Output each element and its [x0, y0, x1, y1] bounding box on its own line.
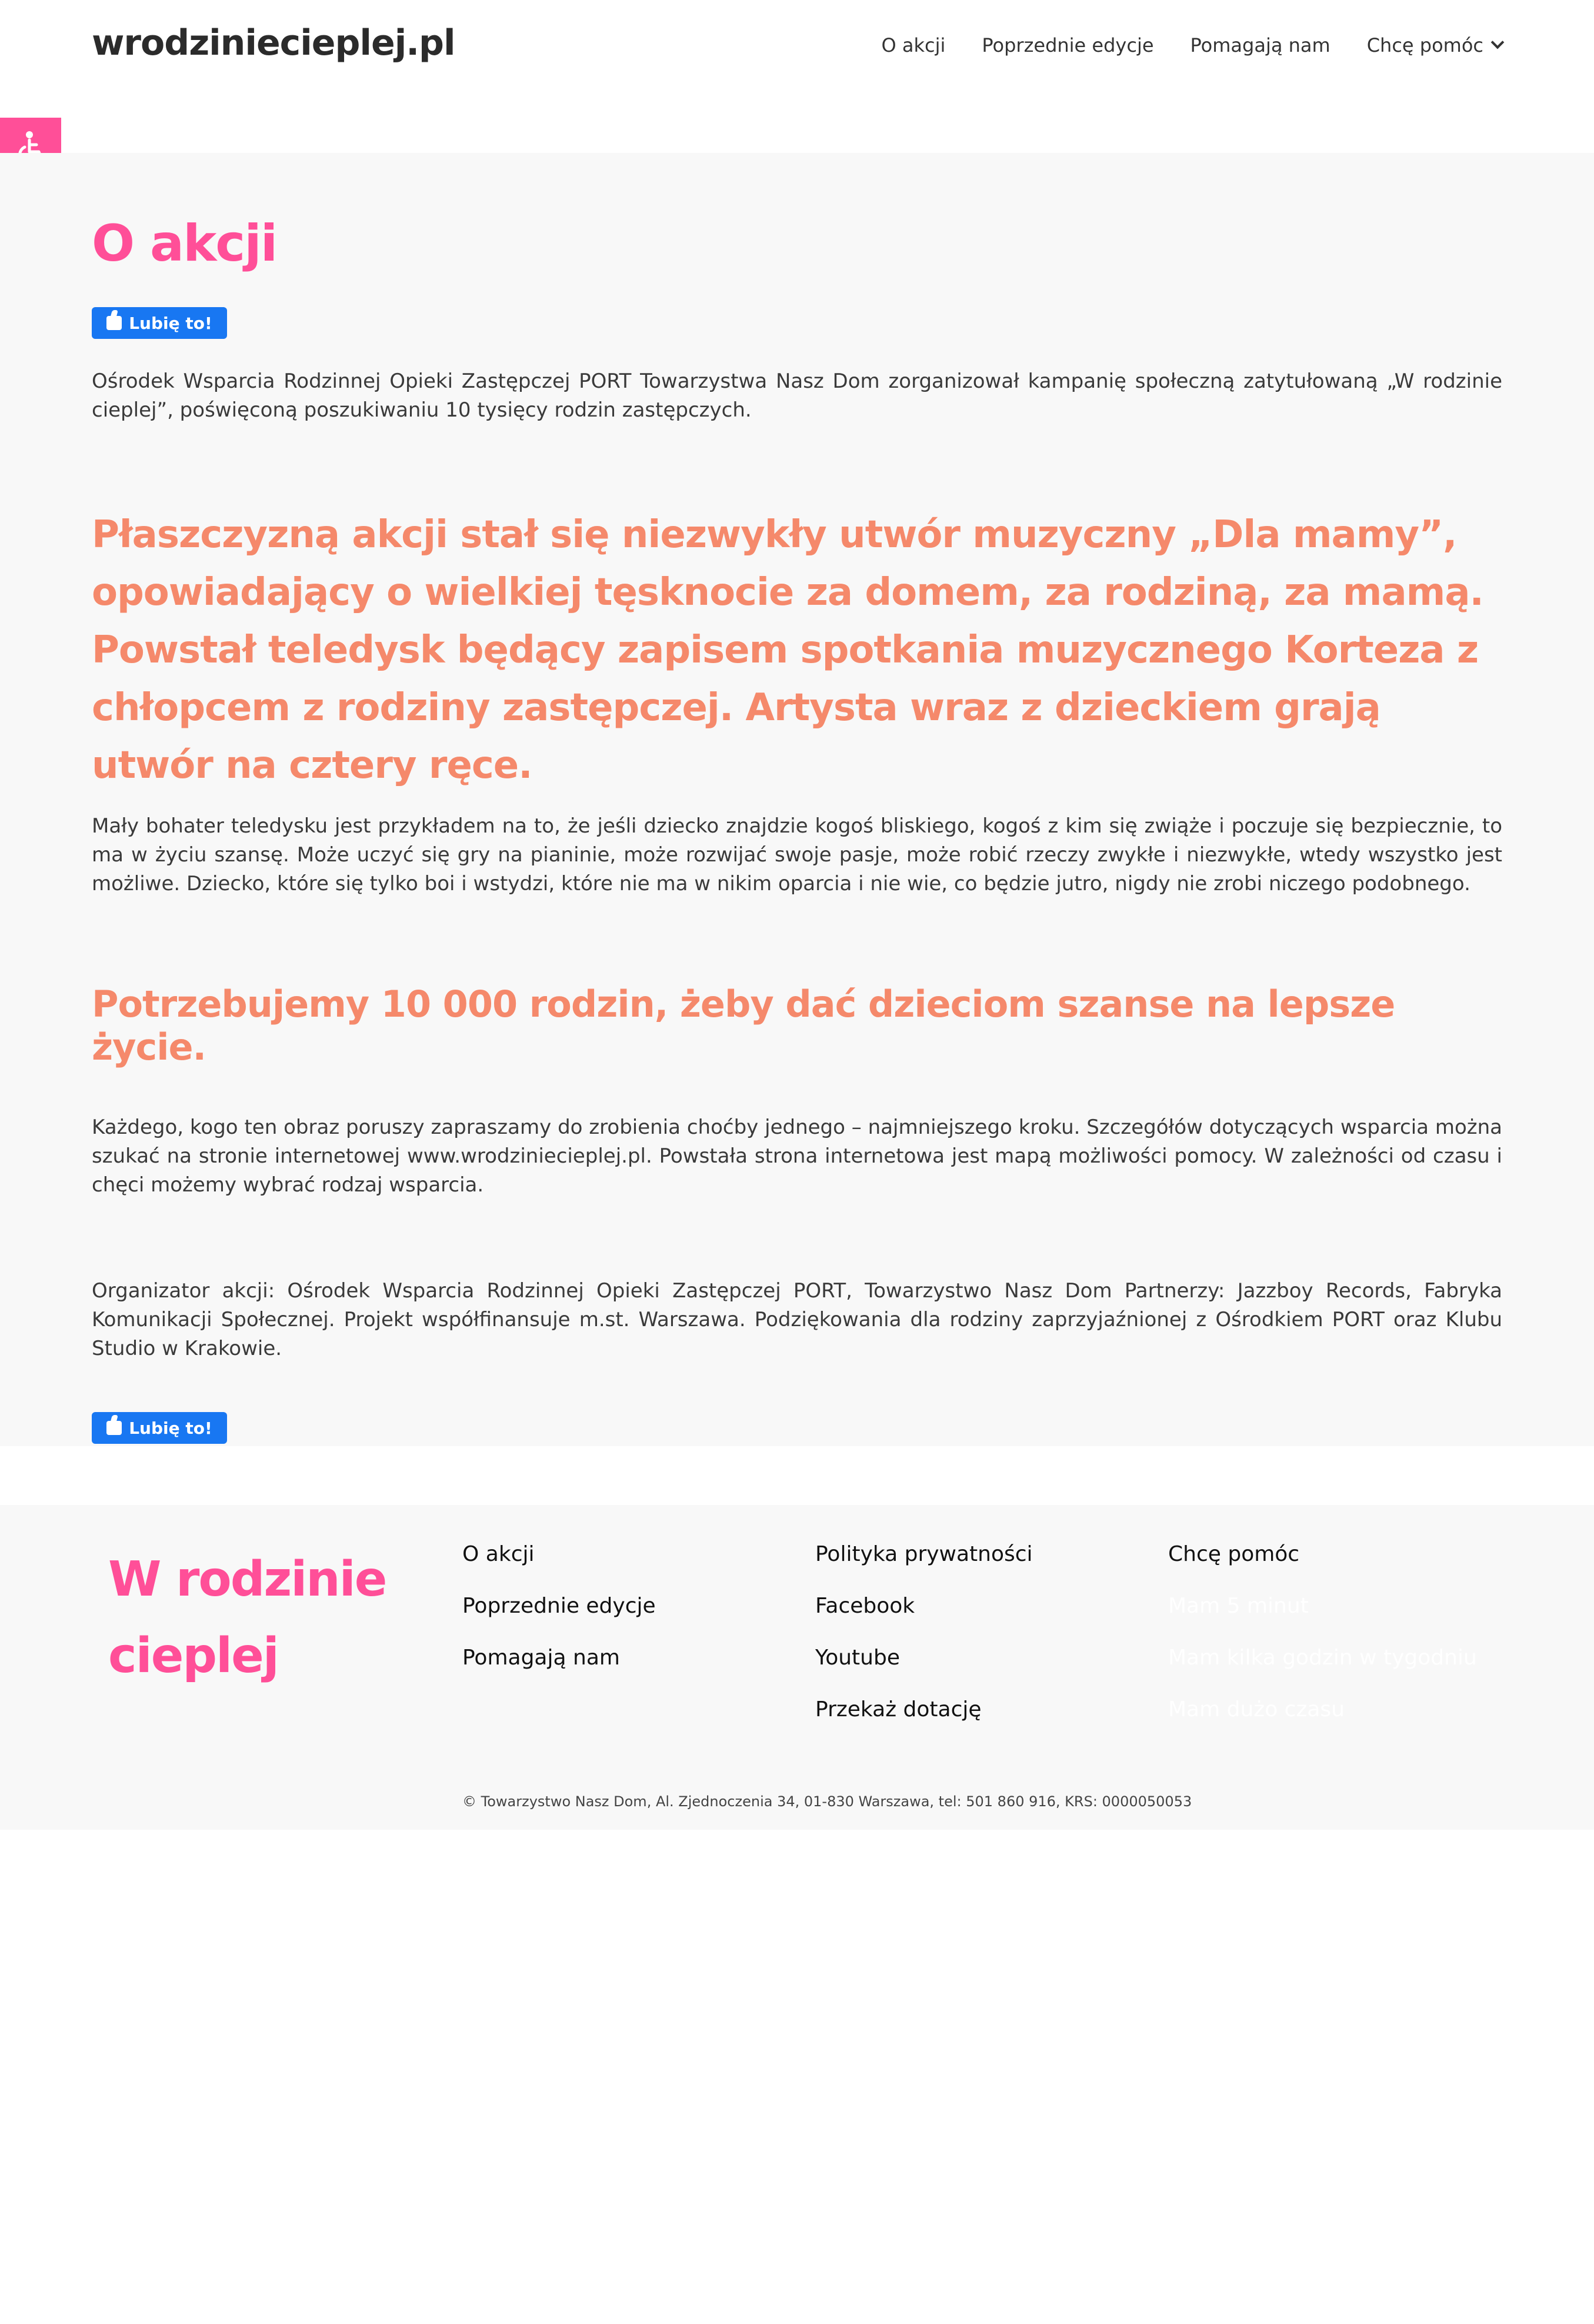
nav-poprzednie-edycje[interactable]: Poprzednie edycje	[982, 34, 1154, 56]
footer-link-duzo-czasu[interactable]: Mam dużo czasu	[1168, 1697, 1345, 1722]
intro-paragraph: Ośrodek Wsparcia Rodzinnej Opieki Zastępczej PORT Towarzystwa Nasz Dom zorganizował kampanię społeczną zatytułowaną „W rodzinie cieplej”, poświęconą poszukiwaniu 10 tysięcy rodzin zastępczych.	[92, 369, 1502, 422]
like-label: Lubię to!	[129, 1418, 212, 1438]
paragraph-support: Każdego, kogo ten obraz poruszy zapraszamy do zrobienia choćby jednego – najmniejszego kroku. Szczegółów dotyczących wsparcia można szukać na stronie internetowej www.wrodziniecieplej.pl. Powstała strona internetowa jest mapą możliwości pomocy. W zależności od czasu i chęci możemy wybrać rodzaj wsparcia.	[92, 1116, 1502, 1197]
chevron-down-icon	[1491, 36, 1505, 49]
nav-chce-pomoc-label: Chcę pomóc	[1366, 34, 1483, 56]
footer-link-facebook[interactable]: Facebook	[815, 1594, 915, 1618]
main-nav	[845, 34, 1503, 56]
footer-column-help	[1168, 1537, 1477, 1744]
nav-chce-pomoc[interactable]	[1367, 34, 1502, 56]
main-content	[0, 153, 1594, 1446]
paragraph-organizer: Organizator akcji: Ośrodek Wsparcia Rodzinnej Opieki Zastępczej PORT, Towarzystwo Nasz Dom Partnerzy: Jazzboy Records, Fabryka Komunikacji Społecznej. Projekt współfinansuje m.st. Warszawa. Podziękowania dla rodziny zaprzyjaźnionej z Ośrodkiem PORT oraz Klubu Studio w Krakowie.	[92, 1279, 1502, 1360]
page-title: O akcji	[92, 214, 277, 273]
footer-link-polityka[interactable]: Polityka prywatności	[815, 1542, 1033, 1566]
footer-link-o-akcji[interactable]: O akcji	[462, 1542, 535, 1566]
like-label: Lubię to!	[129, 313, 212, 333]
site-header	[0, 0, 1594, 153]
footer-link-5-minut[interactable]: Mam 5 minut	[1168, 1594, 1309, 1618]
footer-link-youtube[interactable]: Youtube	[815, 1646, 900, 1670]
thumbs-up-icon	[106, 1421, 122, 1435]
paragraph-hero: Mały bohater teledysku jest przykładem na to, że jeśli dziecko znajdzie kogoś bliskiego, kogoś z kim się zwiąże i poczuje się bezpiecznie, to ma w życiu szansę. Może uczyć się gry na pianinie, może rozwijać swoje pasje, może robić rzeczy zwykłe i niezwykłe, wtedy wszystko jest możliwe. Dziecko, które się tylko boi i wstydzi, które nie ma w nikim oparcia i nie wie, co będzie jutro, nigdy nie zrobi niczego podobnego.	[92, 814, 1502, 895]
footer-link-kilka-godzin[interactable]: Mam kilka godzin w tygodniu	[1168, 1646, 1477, 1670]
footer-link-poprzednie-edycje[interactable]: Poprzednie edycje	[462, 1594, 656, 1618]
highlight-quote: Płaszczyzną akcji stał się niezwykły utwór muzyczny „Dla mamy”, opowiadający o wielkiej tęsknocie za domem, za rodziną, za mamą. Powstał teledysk będący zapisem spotkania muzycznego Korteza z chłopcem z rodziny zastępczej. Artysta wraz z dzieckiem grają utwór na cztery ręce.	[92, 513, 1483, 787]
thumbs-up-icon	[106, 316, 122, 330]
footer-logo-line1: W rodzinie	[108, 1551, 386, 1607]
nav-o-akcji[interactable]: O akcji	[881, 34, 946, 56]
site-footer	[0, 1505, 1594, 1830]
copyright: © Towarzystwo Nasz Dom, Al. Zjednoczenia 34, 01-830 Warszawa, tel: 501 860 916, KRS: 0000050053	[462, 1793, 1192, 1810]
footer-logo[interactable]	[108, 1541, 386, 1694]
facebook-like-button-bottom[interactable]	[92, 1412, 227, 1444]
footer-logo-line2: cieplej	[108, 1628, 278, 1684]
site-logo[interactable]: wrodziniecieplej.pl	[92, 22, 455, 64]
footer-column-site	[462, 1537, 656, 1692]
footer-link-chce-pomoc[interactable]: Chcę pomóc	[1168, 1542, 1300, 1566]
footer-link-dotacja[interactable]: Przekaż dotację	[815, 1697, 982, 1722]
nav-pomagaja-nam[interactable]: Pomagają nam	[1190, 34, 1330, 56]
call-to-action-heading: Potrzebujemy 10 000 rodzin, żeby dać dzieciom szanse na lepsze życie.	[92, 983, 1395, 1068]
facebook-like-button[interactable]	[92, 307, 227, 339]
footer-link-pomagaja-nam[interactable]: Pomagają nam	[462, 1646, 620, 1670]
footer-column-info	[815, 1537, 1033, 1744]
